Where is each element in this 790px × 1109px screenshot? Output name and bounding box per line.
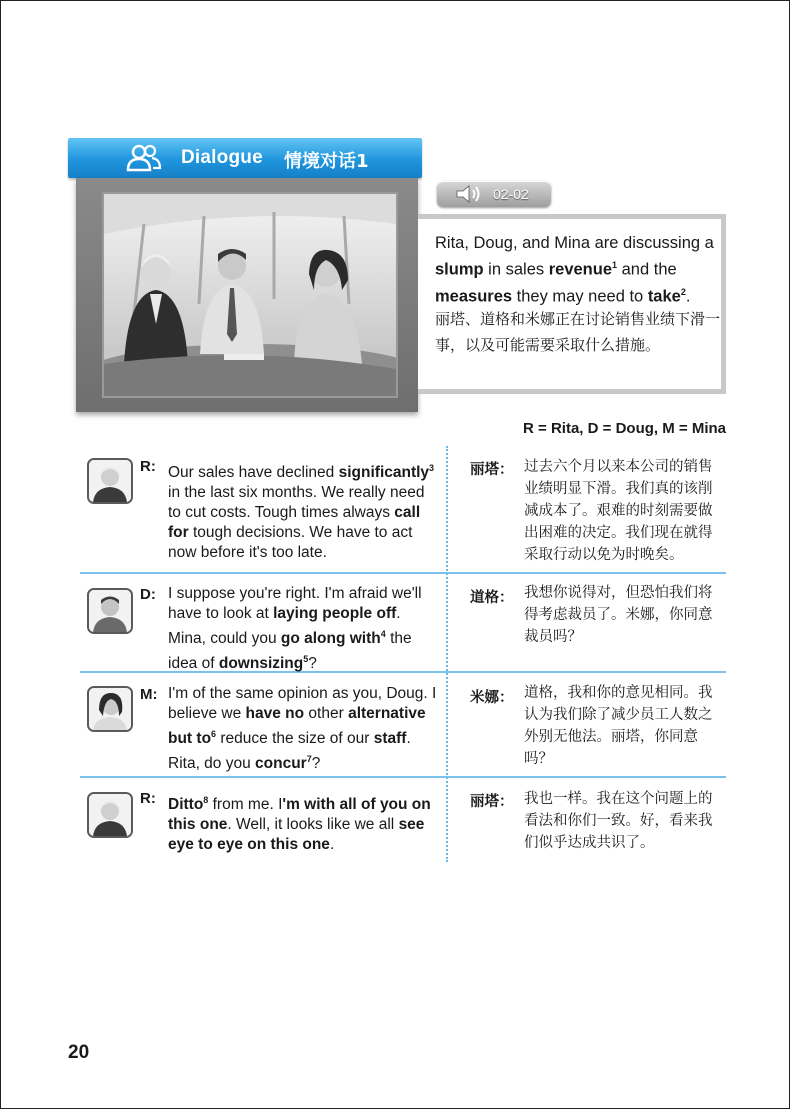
text-run: from me. I bbox=[208, 796, 283, 814]
key-phrase: downsizing bbox=[218, 655, 304, 673]
speaker-label: R: bbox=[140, 790, 156, 807]
text-run: in sales bbox=[483, 260, 549, 279]
key-phrase: have no bbox=[245, 705, 305, 722]
footnote-marker: 2 bbox=[680, 286, 686, 297]
footnote-marker: 3 bbox=[429, 463, 435, 473]
key-phrase: alternative but to bbox=[168, 705, 426, 748]
meeting-photo bbox=[102, 192, 398, 398]
key-phrase: staff bbox=[373, 730, 407, 748]
footnote-marker: 6 bbox=[211, 729, 217, 739]
text-run: I suppose you're right. I'm afraid we'll have to look at bbox=[168, 585, 422, 622]
text-run: ? bbox=[308, 655, 317, 673]
speaker-icon bbox=[455, 185, 485, 203]
footnote-marker: 5 bbox=[303, 654, 309, 665]
speaker-label-cn: 米娜： bbox=[470, 690, 514, 706]
text-run: . Well, it looks like we all bbox=[227, 816, 399, 834]
footnote-marker: 8 bbox=[203, 795, 209, 805]
header-title-cn: 情境对话1 bbox=[284, 151, 369, 172]
text-run: . bbox=[329, 836, 335, 854]
row-divider bbox=[80, 776, 726, 778]
text-run: other bbox=[304, 705, 349, 722]
key-phrase: measures bbox=[435, 287, 513, 305]
text-run: . bbox=[685, 287, 691, 305]
text-run: . Mina, could you bbox=[168, 605, 401, 648]
audio-code: 02-02 bbox=[493, 186, 529, 202]
column-divider bbox=[446, 446, 448, 862]
key-phrase: laying people off bbox=[273, 605, 397, 622]
speaker-label-cn: 丽塔： bbox=[470, 794, 514, 810]
text-run: I'm of the same opinion as you, Doug. I believe we bbox=[168, 685, 437, 722]
avatar-doug bbox=[87, 588, 133, 634]
key-phrase: significantly bbox=[338, 464, 430, 482]
speaker-label: R: bbox=[140, 458, 156, 475]
footnote-marker: 1 bbox=[612, 260, 618, 270]
text-run: . Rita, do you bbox=[168, 730, 411, 773]
speaker-label-cn: 丽塔： bbox=[470, 462, 514, 478]
text-run: they may need to bbox=[512, 287, 648, 305]
people-icon bbox=[126, 144, 162, 172]
footnote-marker: 7 bbox=[306, 754, 312, 765]
dialogue-line-cn: 道格，我和你的意见相同。我认为我们除了减少员工人数之外别无他法。丽塔，你同意吗？ bbox=[524, 685, 713, 767]
key-phrase: slump bbox=[435, 260, 484, 279]
audio-button[interactable] bbox=[437, 181, 551, 207]
dialogue-line-cn: 过去六个月以来本公司的销售业绩明显下滑。我们真的该削减成本了。艰难的时刻需要做出困难的决定。我们现在就得采取行动以免为时晚矣。 bbox=[524, 459, 713, 563]
text-run: in the last six months. We really need to cut costs. Tough times always bbox=[168, 484, 425, 522]
text-run: Our sales have declined bbox=[168, 464, 339, 482]
header-title: Dialogue bbox=[181, 147, 263, 168]
speaker-legend: R = Rita, D = Doug, M = Mina bbox=[523, 420, 726, 437]
text-run: ? bbox=[311, 755, 321, 773]
speaker-label: M: bbox=[140, 686, 158, 703]
dialogue-header bbox=[68, 138, 422, 178]
text-run: the idea of bbox=[168, 630, 412, 673]
key-phrase: concur bbox=[255, 755, 307, 773]
photo-frame bbox=[76, 178, 418, 412]
speaker-label-cn: 道格： bbox=[470, 590, 514, 606]
page-number: 20 bbox=[68, 1042, 90, 1063]
footnote-marker: 4 bbox=[380, 629, 386, 639]
speaker-label: D: bbox=[140, 586, 156, 603]
dialogue-line-en bbox=[168, 458, 438, 563]
scenario-text-en bbox=[435, 232, 723, 307]
text-run: tough decisions. We have to act now before it's too late. bbox=[168, 524, 413, 562]
dialogue-line-cn: 我也一样。我在这个问题上的看法和你们一致。好，看来我们似乎达成共识了。 bbox=[524, 791, 713, 851]
key-phrase: call for bbox=[168, 504, 421, 542]
scenario-text-cn: 丽塔、道格和米娜正在讨论销售业绩下滑一事，以及可能需要采取什么措施。 bbox=[435, 310, 721, 354]
key-phrase: revenue bbox=[548, 260, 613, 279]
key-phrase: go along with bbox=[280, 630, 381, 648]
dialogue-line-en bbox=[168, 684, 438, 774]
text-run: and the bbox=[617, 260, 677, 279]
dialogue-line-en bbox=[168, 790, 438, 855]
key-phrase: Ditto bbox=[168, 796, 204, 814]
avatar-rita bbox=[87, 458, 133, 504]
row-divider bbox=[80, 572, 726, 574]
dialogue-line-cn: 我想你说得对，但恐怕我们将得考虑裁员了。米娜，你同意裁员吗？ bbox=[524, 585, 713, 645]
dialogue-line-en bbox=[168, 584, 438, 674]
text-run: Rita, Doug, and Mina are discussing a bbox=[435, 234, 714, 252]
key-phrase: 'm with all of you on this one bbox=[168, 796, 431, 834]
avatar-rita bbox=[87, 792, 133, 838]
avatar-mina bbox=[87, 686, 133, 732]
key-phrase: take bbox=[647, 287, 681, 305]
key-phrase: see eye to eye on this one bbox=[168, 816, 425, 854]
text-run: reduce the size of our bbox=[216, 730, 374, 748]
